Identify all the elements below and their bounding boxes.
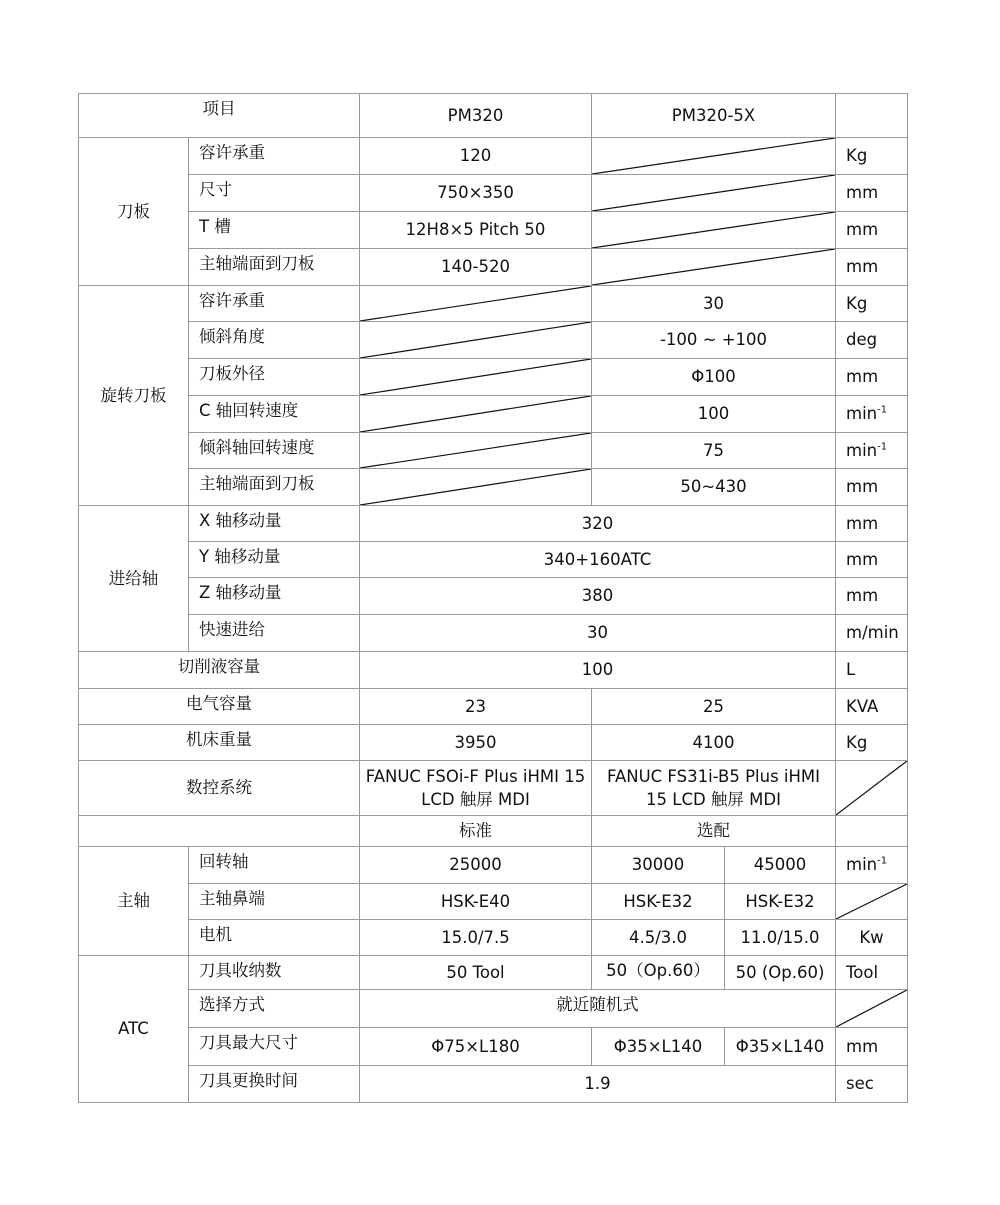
value-shared: 就近随机式 xyxy=(360,990,836,1028)
unit: mm xyxy=(836,469,908,506)
header-item: 项目 xyxy=(79,94,360,138)
section-label-atc: ATC xyxy=(79,956,189,1103)
row-name: 主轴端面到刀板 xyxy=(189,469,360,506)
table-row xyxy=(79,920,908,956)
row-name: Y 轴移动量 xyxy=(189,542,360,578)
row-name: 容许承重 xyxy=(189,286,360,322)
na-slash-cell xyxy=(836,761,908,816)
unit: mm xyxy=(836,578,908,615)
value-b1: 30000 xyxy=(592,847,725,884)
value-b: 4100 xyxy=(592,725,836,761)
table-row xyxy=(79,956,908,990)
cnc-b-line1: FANUC FS31i-B5 Plus iHMI xyxy=(606,766,821,786)
value-a xyxy=(360,761,592,816)
value-b xyxy=(592,761,836,816)
unit: m/min xyxy=(836,615,908,652)
table-row xyxy=(79,359,908,396)
row-name: 尺寸 xyxy=(189,175,360,212)
row-name: 容许承重 xyxy=(189,138,360,175)
unit xyxy=(836,433,908,469)
unit: mm xyxy=(836,1028,908,1066)
value-b1: 4.5/3.0 xyxy=(592,920,725,956)
na-slash-cell xyxy=(360,396,592,433)
value-shared: 320 xyxy=(360,506,836,542)
na-slash-cell xyxy=(360,469,592,506)
value-a: Φ75×L180 xyxy=(360,1028,592,1066)
table-row xyxy=(79,884,908,920)
table-row xyxy=(79,396,908,433)
unit: mm xyxy=(836,249,908,286)
value-shared: 100 xyxy=(360,652,836,689)
value-b1: HSK-E32 xyxy=(592,884,725,920)
value-shared: 380 xyxy=(360,578,836,615)
spec-table xyxy=(78,93,908,1103)
table-row xyxy=(79,847,908,884)
row-name: 倾斜角度 xyxy=(189,322,360,359)
unit: Kg xyxy=(836,286,908,322)
table-row xyxy=(79,542,908,578)
value-shared: 1.9 xyxy=(360,1066,836,1103)
unit-text: min xyxy=(846,404,878,424)
value-a: 23 xyxy=(360,689,592,725)
row-name: Z 轴移动量 xyxy=(189,578,360,615)
row-name: 刀具最大尺寸 xyxy=(189,1028,360,1066)
value-b2: Φ35×L140 xyxy=(725,1028,836,1066)
na-slash-cell xyxy=(592,138,836,175)
na-slash-cell xyxy=(360,286,592,322)
table-row xyxy=(79,212,908,249)
value-b: 100 xyxy=(592,396,836,433)
row-name: 回转轴 xyxy=(189,847,360,884)
unit: deg xyxy=(836,322,908,359)
unit: mm xyxy=(836,542,908,578)
header-model-a: PM320 xyxy=(360,94,592,138)
unit: KVA xyxy=(836,689,908,725)
unit: Kw xyxy=(836,920,908,956)
na-slash-cell xyxy=(836,884,908,920)
value-a: 15.0/7.5 xyxy=(360,920,592,956)
cnc-a-line2: LCD 触屏 MDI xyxy=(421,790,530,809)
na-slash-cell xyxy=(836,990,908,1028)
row-name: 刀具收纳数 xyxy=(189,956,360,990)
value-a: 25000 xyxy=(360,847,592,884)
table-row xyxy=(79,761,908,816)
table-row xyxy=(79,1028,908,1066)
value-b1: 50（Op.60） xyxy=(592,956,725,990)
section-label-rotary: 旋转刀板 xyxy=(79,286,189,506)
na-slash-cell xyxy=(360,359,592,396)
unit: L xyxy=(836,652,908,689)
blank-cell xyxy=(79,816,360,847)
unit-text: min xyxy=(846,440,878,460)
table-row xyxy=(79,433,908,469)
header-unit xyxy=(836,94,908,138)
value-b2: HSK-E32 xyxy=(725,884,836,920)
value-shared: 340+160ATC xyxy=(360,542,836,578)
value-shared: 30 xyxy=(360,615,836,652)
value-a: 140-520 xyxy=(360,249,592,286)
row-name: 快速进给 xyxy=(189,615,360,652)
value-b: 50~430 xyxy=(592,469,836,506)
unit: mm xyxy=(836,359,908,396)
value-b: 30 xyxy=(592,286,836,322)
row-name: 主轴端面到刀板 xyxy=(189,249,360,286)
table-row xyxy=(79,652,908,689)
row-name: 电机 xyxy=(189,920,360,956)
row-name: T 槽 xyxy=(189,212,360,249)
table-row xyxy=(79,506,908,542)
value-a: HSK-E40 xyxy=(360,884,592,920)
unit: Kg xyxy=(836,725,908,761)
unit xyxy=(836,396,908,433)
value-b2: 45000 xyxy=(725,847,836,884)
section-label-spindle: 主轴 xyxy=(79,847,189,956)
option-optional: 选配 xyxy=(592,816,836,847)
value-a: 50 Tool xyxy=(360,956,592,990)
value-b: Φ100 xyxy=(592,359,836,396)
unit: sec xyxy=(836,1066,908,1103)
value-b: 75 xyxy=(592,433,836,469)
header-row xyxy=(79,94,908,138)
unit: mm xyxy=(836,175,908,212)
option-standard: 标准 xyxy=(360,816,592,847)
value-a: 12H8×5 Pitch 50 xyxy=(360,212,592,249)
section-label-table: 刀板 xyxy=(79,138,189,286)
value-b: 25 xyxy=(592,689,836,725)
cnc-a-line1: FANUC FSOi-F Plus iHMI 15 xyxy=(365,766,586,786)
row-name: 主轴鼻端 xyxy=(189,884,360,920)
value-b2: 50 (Op.60) xyxy=(725,956,836,990)
row-name: 电气容量 xyxy=(79,689,360,725)
table-row xyxy=(79,469,908,506)
row-name: 倾斜轴回转速度 xyxy=(189,433,360,469)
value-b2: 11.0/15.0 xyxy=(725,920,836,956)
unit: mm xyxy=(836,506,908,542)
value-b: -100 ~ +100 xyxy=(592,322,836,359)
cnc-b-line2: 15 LCD 触屏 MDI xyxy=(646,790,781,809)
row-name: 刀板外径 xyxy=(189,359,360,396)
value-a: 120 xyxy=(360,138,592,175)
unit-sup: -1 xyxy=(877,441,888,453)
na-slash-cell xyxy=(360,433,592,469)
header-model-b: PM320-5X xyxy=(592,94,836,138)
table-row xyxy=(79,689,908,725)
row-name: 切削液容量 xyxy=(79,652,360,689)
row-name: 选择方式 xyxy=(189,990,360,1028)
value-b1: Φ35×L140 xyxy=(592,1028,725,1066)
unit-text: min xyxy=(846,855,878,875)
table-row xyxy=(79,725,908,761)
table-row xyxy=(79,990,908,1028)
unit: Tool xyxy=(836,956,908,990)
row-name: C 轴回转速度 xyxy=(189,396,360,433)
value-a: 750×350 xyxy=(360,175,592,212)
table-row xyxy=(79,615,908,652)
na-slash-cell xyxy=(360,322,592,359)
row-name: 数控系统 xyxy=(79,761,360,816)
unit xyxy=(836,847,908,884)
table-row xyxy=(79,322,908,359)
option-row xyxy=(79,816,908,847)
na-slash-cell xyxy=(592,212,836,249)
table-row xyxy=(79,578,908,615)
row-name: X 轴移动量 xyxy=(189,506,360,542)
table-row xyxy=(79,286,908,322)
unit: mm xyxy=(836,212,908,249)
value-a: 3950 xyxy=(360,725,592,761)
unit-sup: -1 xyxy=(877,404,888,416)
table-row xyxy=(79,1066,908,1103)
row-name: 刀具更换时间 xyxy=(189,1066,360,1103)
table-row xyxy=(79,175,908,212)
na-slash-cell xyxy=(592,249,836,286)
section-label-feed: 进给轴 xyxy=(79,506,189,652)
table-row xyxy=(79,138,908,175)
row-name: 机床重量 xyxy=(79,725,360,761)
unit-sup: -1 xyxy=(877,855,888,867)
table-row xyxy=(79,249,908,286)
blank-cell xyxy=(836,816,908,847)
unit: Kg xyxy=(836,138,908,175)
na-slash-cell xyxy=(592,175,836,212)
